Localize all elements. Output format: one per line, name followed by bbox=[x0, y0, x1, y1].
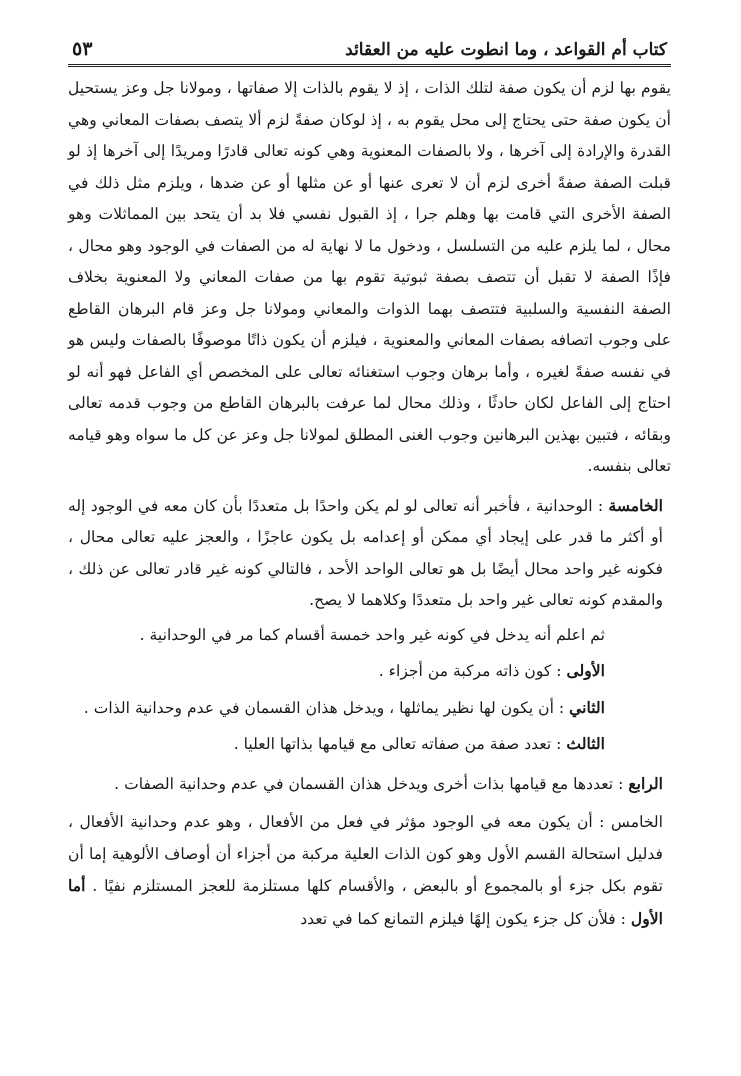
paragraph-label: الرابع bbox=[628, 773, 663, 793]
paragraph-fifth-section bbox=[68, 807, 671, 935]
paragraph-third-section bbox=[68, 728, 671, 761]
paragraph-body: : تعدد صفة من صفاته تعالى مع قيامها بذاتها العليا . bbox=[233, 735, 562, 753]
paragraph-label: الأولى bbox=[566, 661, 605, 680]
main-text bbox=[68, 73, 671, 935]
paragraph-label: الثالث bbox=[566, 734, 605, 753]
paragraph-label: الثاني bbox=[569, 697, 605, 717]
paragraph-body: : الوحدانية ، فأخبر أنه تعالى لو لم يكن واحدًا بل متعددًا بأن كان معه في الوجود إله أو أكثر ما قدر على إيجاد أي ممكن أو إعدامه بل يكون عاجزًا ، والعجز عليه تعالى محال ، فكونه غير واحد محال أيضًا بل هو تعالى الواحد الأحد ، فالتالي كونه غير قادر تعالى عن ذلك ، والمقدم كونه تعالى غير واحد بل متعددًا وكلاهما لا يصح. bbox=[68, 496, 663, 609]
paragraph-second-section bbox=[68, 692, 671, 725]
running-header bbox=[68, 36, 671, 67]
paragraph-intro-aqsam: ثم اعلم أنه يدخل في كونه غير واحد خمسة أقسام كما مر في الوحدانية . bbox=[139, 625, 605, 644]
paragraph-label: أما الأول bbox=[68, 876, 663, 928]
paragraph-body: : أن يكون لها نظير يماثلها ، ويدخل هذان القسمان في عدم وحدانية الذات . bbox=[83, 698, 565, 717]
paragraph-body: الخامس : أن يكون معه في الوجود مؤثر في فعل من الأفعال ، وهو عدم وحدانية الأفعال ، فدليل استحالة القسم الأول وهو كون الذات العلية مركبة من أجزاء أن أوصاف الألوهية إما أن تقوم بكل جزء أو بالمجموع أو بالبعض ، والأقسام كلها مستلزمة للعجز المستلزم نفيًا . bbox=[68, 813, 663, 895]
book-title: كتاب أم القواعد ، وما انطوت عليه من العقائد bbox=[345, 40, 667, 60]
paragraph-body: : كون ذاته مركبة من أجزاء . bbox=[378, 662, 562, 680]
page-number: ٥٣ bbox=[72, 38, 93, 60]
paragraph-khamisa bbox=[68, 490, 671, 617]
paragraph-body-continued: : فلأن كل جزء يكون إلهًا فيلزم التمانع كما في تعدد bbox=[300, 909, 626, 928]
paragraph-1: يقوم بها لزم أن يكون صفة لتلك الذات ، إذ لا يقوم بالذات إلا صفاتها ، ومولانا جل وعز يستحيل أن يكون صفة حتى يحتاج إلى محل يقوم به ، إذ لوكان صفةً لزم ألا يتصف بصفات المعاني وهي القدرة والإرادة إلى آخرها ، ولا بالصفات المعنوية وهي كونه تعالى قادرًا ومريدًا إلى آخرها إذ لو قبلت الصفة صفةً أخرى لزم أن لا تعرى عنها أو عن مثلها أو عن ضدها ، ويلزم مثل ذلك في الصفة الأخرى التي قامت بها وهلم جرا ، إذ القبول نفسي فلا بد أن يتحد بين المماثلات وهو محال ، لما يلزم عليه من التسلسل ، ودخول ما لا نهاية له من الصفات في الوجود وهو محال ، فإذًا الصفة لا تقبل أن تتصف بصفة ثبوتية تقوم بها من صفات المعاني ولا المعنوية بخلاف الصفة النفسية والسلبية فتتصف بهما الذوات والمعاني ومولانا جل وعز قام البرهان القاطع على وجوب اتصافه بصفات المعاني والمعنوية ، فيلزم أن يكون ذاتًا موصوفًا بالصفات وليس هو في نفسه صفةً لغيره ، وأما برهان وجوب استغنائه تعالى على المخصص أي الفاعل فهو أنه لو احتاج إلى الفاعل لكان حادثًا ، وذلك محال لما عرفت بالبرهان القاطع من وجوب قدمه تعالى وبقائه ، فتبين بهذين البرهانين وجوب الغنى المطلق لمولانا جل وعز عن كل ما سواه وهو قيامه تعالى بنفسه. bbox=[68, 79, 671, 475]
paragraph-label: الخامسة bbox=[608, 495, 663, 515]
paragraph-body: : تعددها مع قيامها بذات أخرى ويدخل هذان القسمان في عدم وحدانية الصفات . bbox=[114, 774, 624, 793]
paragraph-fourth-section bbox=[68, 768, 671, 801]
paragraph-first-section bbox=[68, 655, 671, 688]
